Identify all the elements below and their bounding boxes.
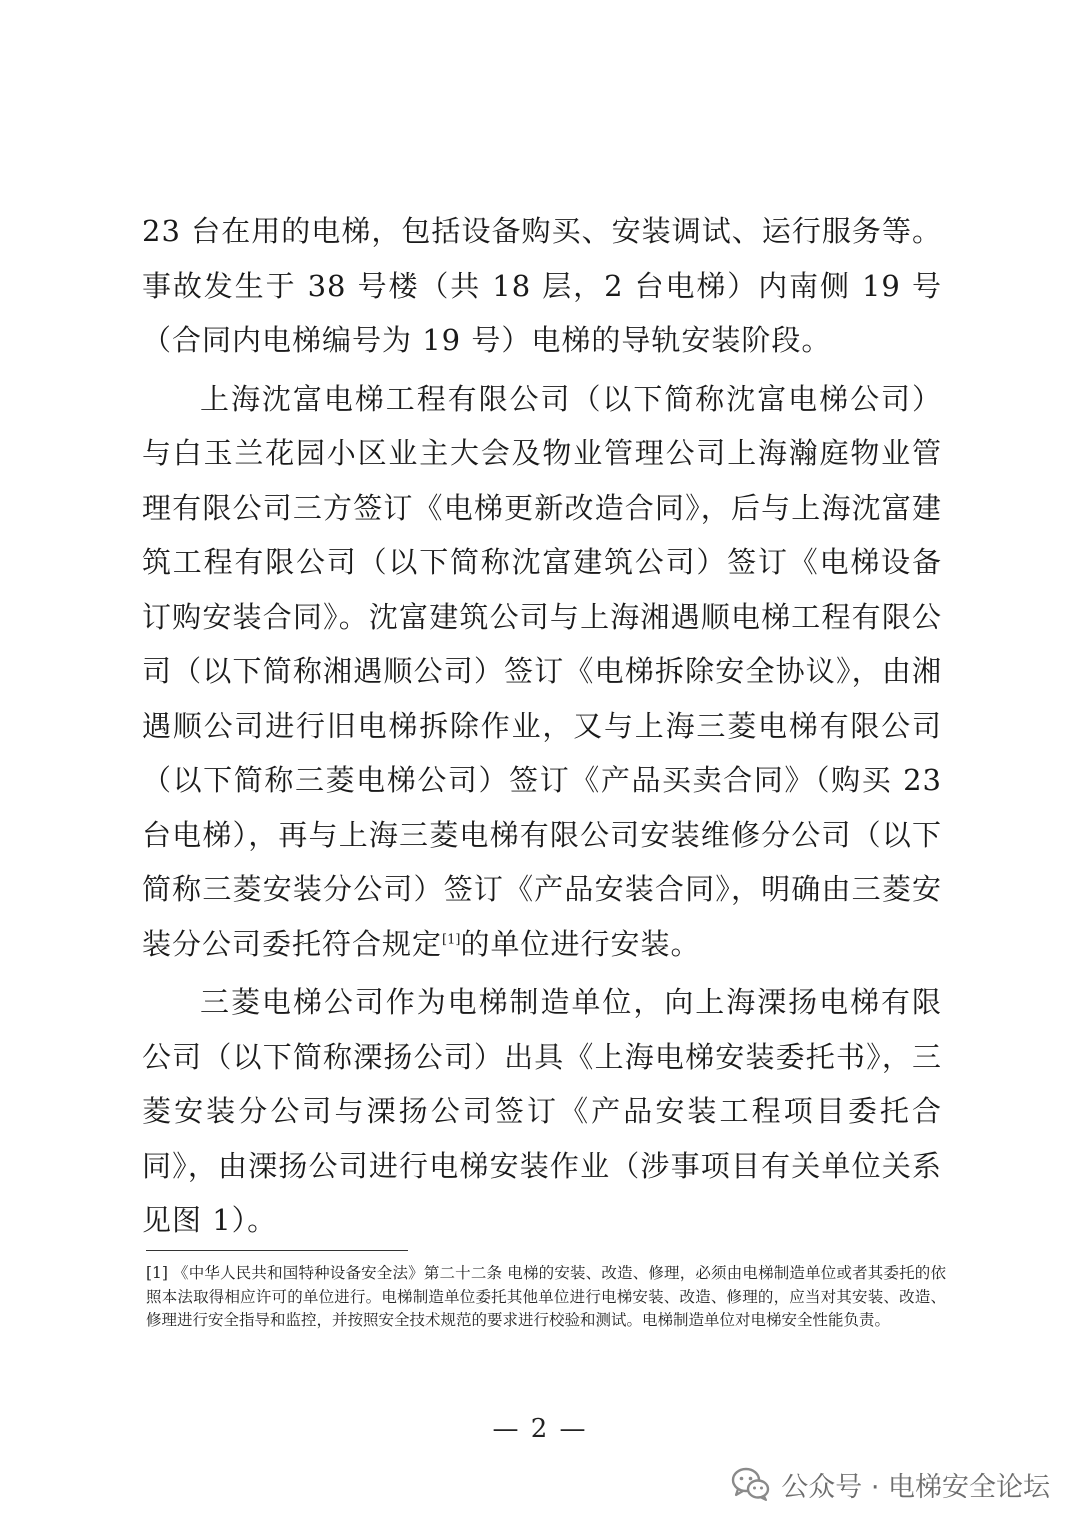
footnote-separator bbox=[146, 1250, 408, 1251]
paragraph-1: 23 台在用的电梯，包括设备购买、安装调试、运行服务等。事故发生于 38 号楼（共 18 层，2 台电梯）内南侧 19 号（合同内电梯编号为 19 号）电梯的导轨安装阶段。 bbox=[142, 214, 942, 357]
wechat-icon bbox=[731, 1466, 771, 1502]
footnote-reference: [1] bbox=[442, 931, 461, 947]
footnote bbox=[146, 1262, 946, 1333]
watermark bbox=[731, 1462, 1050, 1506]
paragraph-3: 三菱电梯公司作为电梯制造单位，向上海溧扬电梯有限公司（以下简称溧扬公司）出具《上海电梯安装委托书》，三菱安装分公司与溧扬公司签订《产品安装工程项目委托合同》，由溧扬公司进行电梯安装作业（涉事项目有关单位关系见图 1）。 bbox=[142, 985, 942, 1237]
page-number: — 2 — bbox=[492, 1414, 588, 1444]
footnote-text: [1] 《中华人民共和国特种设备安全法》第二十二条 电梯的安装、改造、修理，必须由电梯制造单位或者其委托的依照本法取得相应许可的单位进行。电梯制造单位委托其他单位进行电梯安装、改造、修理的，应当对其安装、改造、修理进行安全指导和监控，并按照安全技术规范的要求进行校验和测试。电梯制造单位对电梯安全性能负责。 bbox=[146, 1264, 946, 1329]
paragraph-2 bbox=[142, 372, 942, 972]
paragraph-2-text-end: 的单位进行安装。 bbox=[460, 926, 701, 961]
watermark-label: 公众号 · 电梯安全论坛 bbox=[781, 1471, 1050, 1503]
paragraph-2-text: 上海沈富电梯工程有限公司（以下简称沈富电梯公司）与白玉兰花园小区业主大会及物业管理公司上海瀚庭物业管理有限公司三方签订《电梯更新改造合同》，后与上海沈富建筑工程有限公司（以下简称沈富建筑公司）签订《电梯设备订购安装合同》。沈富建筑公司与上海湘遇顺电梯工程有限公司（以下简称湘遇顺公司）签订《电梯拆除安全协议》，由湘遇顺公司进行旧电梯拆除作业，又与上海三菱电梯有限公司（以下简称三菱电梯公司）签订《产品买卖合同》（购买 23 台电梯），再与上海三菱电梯有限公司安装维修分公司（以下简称三菱安装分公司）签订《产品安装合同》，明确由三菱安装分公司委托符合规定 bbox=[142, 381, 942, 961]
body-text bbox=[142, 204, 942, 1248]
